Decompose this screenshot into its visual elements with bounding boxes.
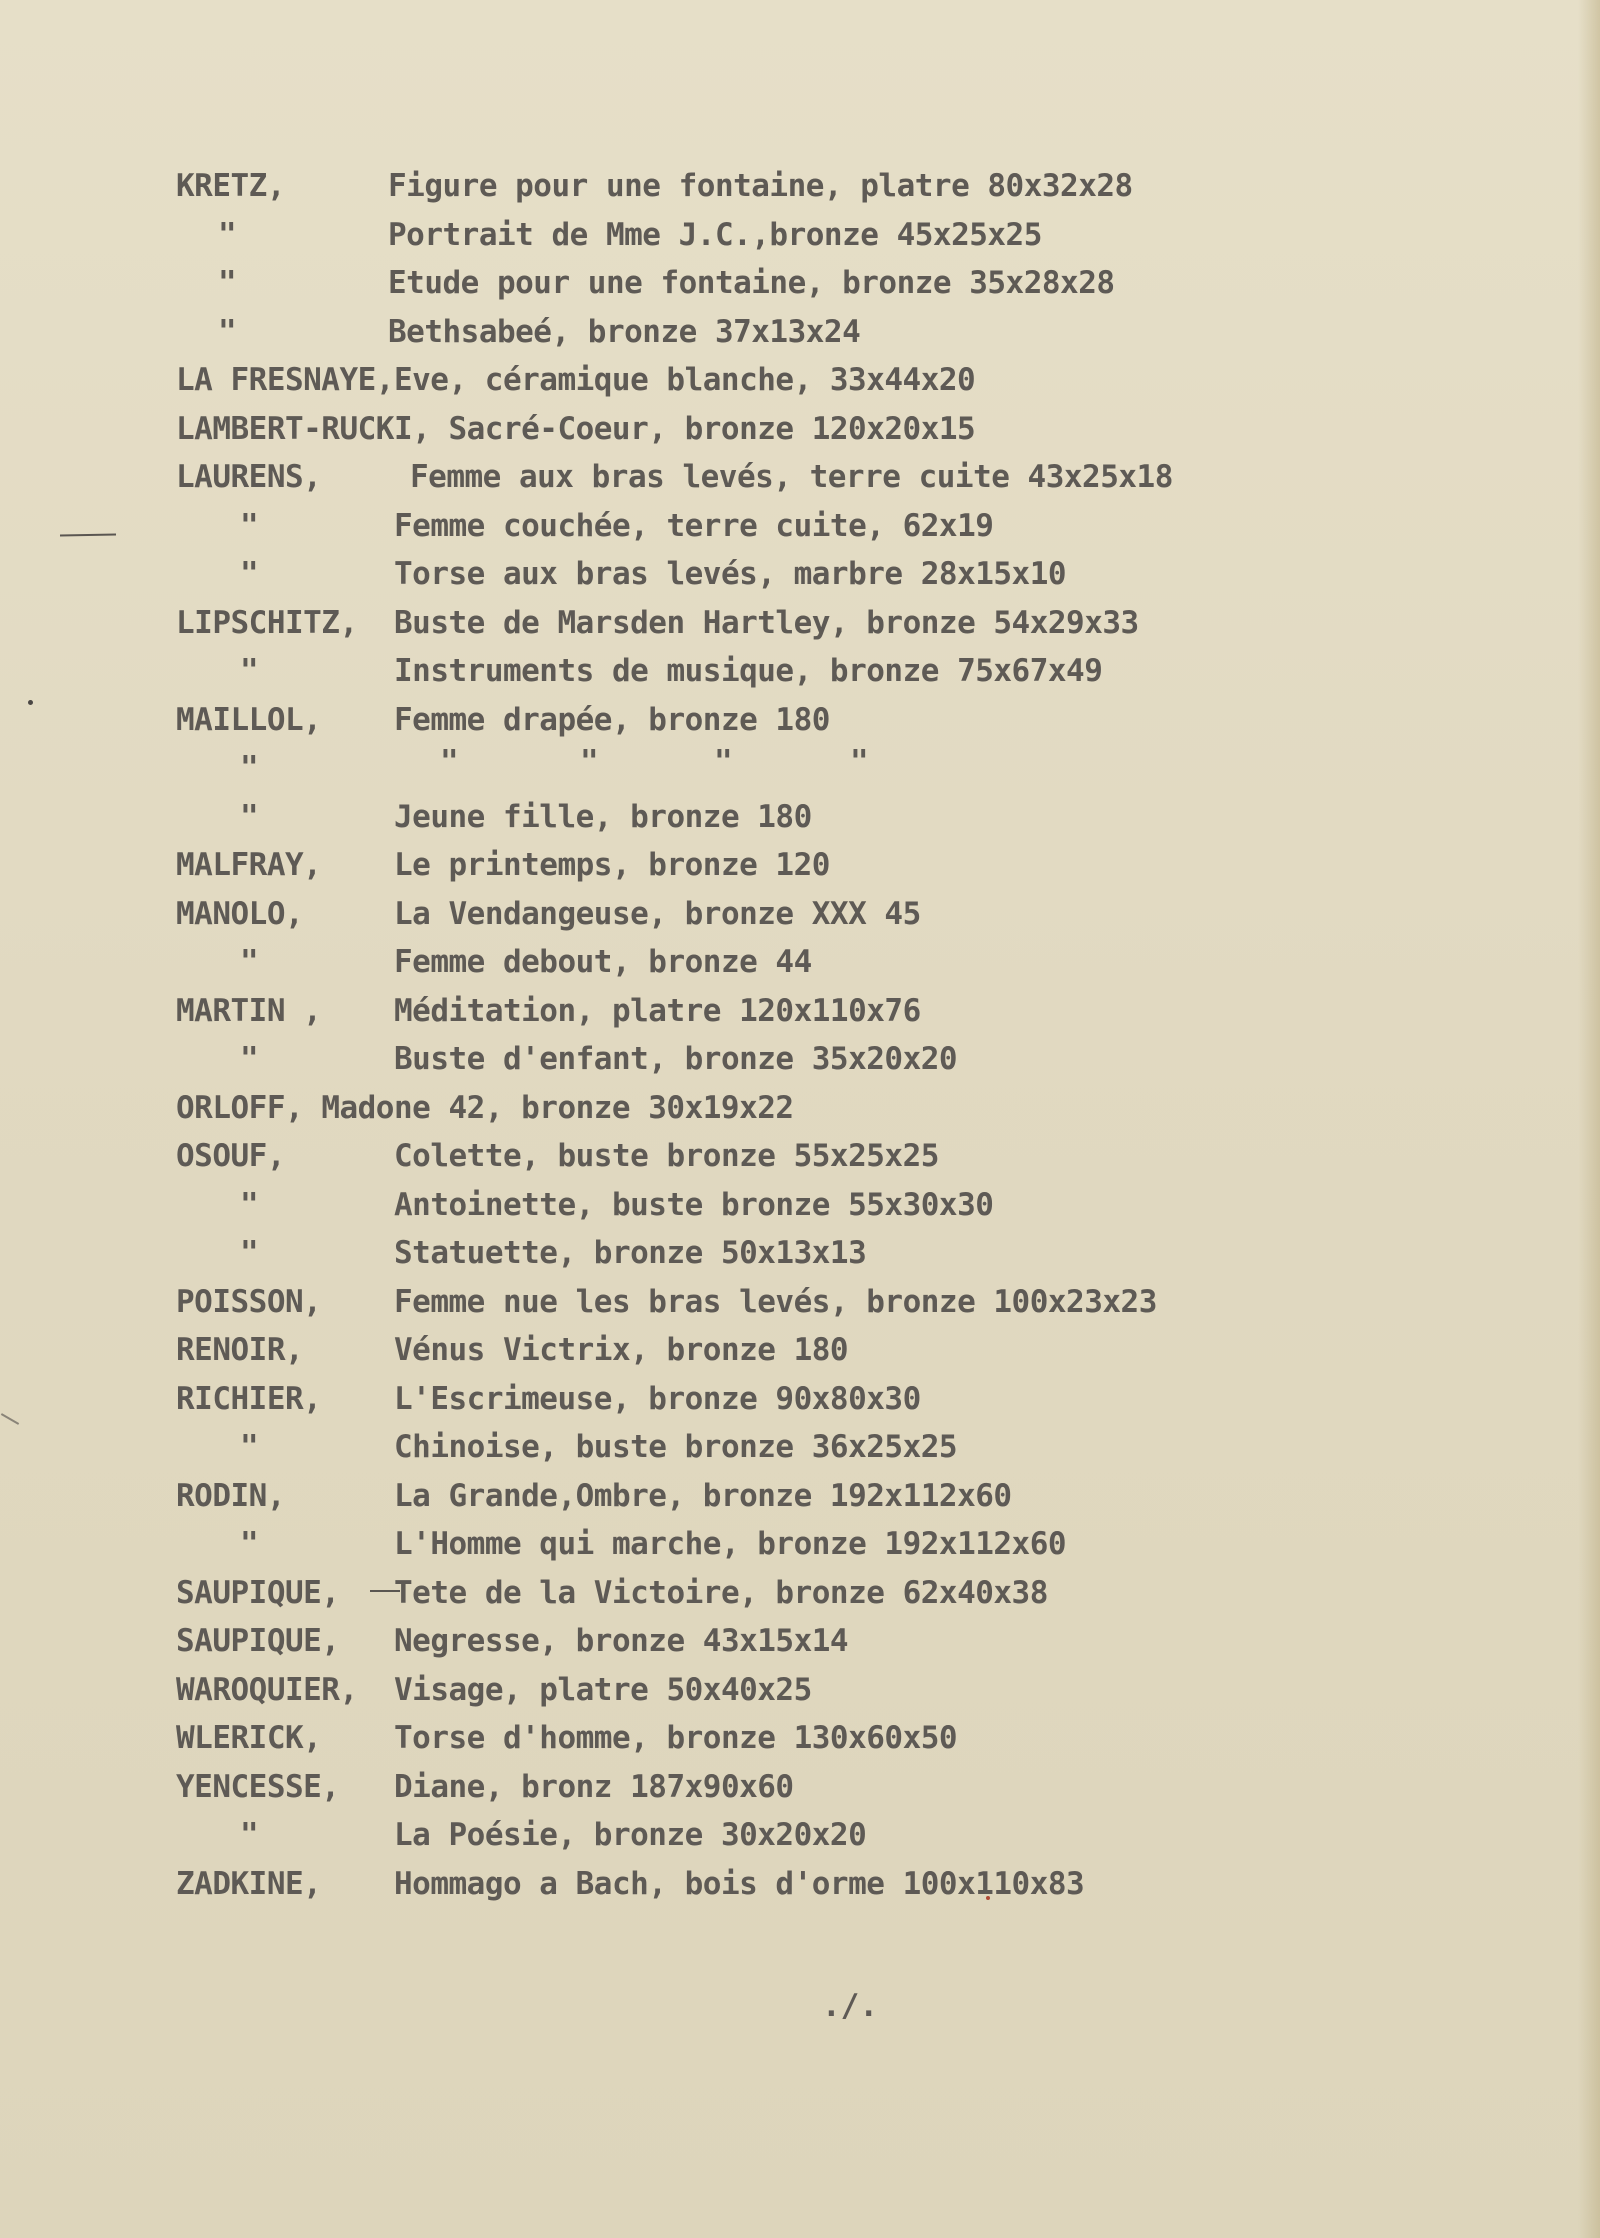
work-description: L'Escrimeuse, bronze 90x80x30 [394, 1380, 921, 1417]
artist-name: OSOUF, [176, 1138, 285, 1174]
artist-ditto-mark: " [240, 798, 259, 835]
artist-name: ZADKINE, [176, 1865, 322, 1902]
artist-name: WAROQUIER, [176, 1671, 358, 1708]
list-item [0, 1623, 1600, 1671]
artist-ditto-mark: " [240, 1429, 259, 1465]
work-description: Buste de Marsden Hartley, bronze 54x29x33 [394, 604, 1139, 641]
work-description: Femme aux bras levés, terre cuite 43x25x18 [410, 459, 1173, 495]
list-item [0, 799, 1600, 847]
list-item [0, 896, 1600, 944]
artist-ditto-mark: " [240, 653, 259, 689]
work-description: Vénus Victrix, bronze 180 [394, 1332, 849, 1368]
work-ditto-mark: " [440, 744, 459, 780]
artist-name: WLERICK, [176, 1720, 322, 1756]
list-item [0, 411, 1600, 459]
artist-name: SAUPIQUE, [176, 1623, 340, 1659]
artist-name: RODIN, [176, 1477, 285, 1514]
list-item [0, 1478, 1600, 1526]
work-description: Negresse, bronze 43x15x14 [394, 1623, 849, 1659]
artist-ditto-mark: " [240, 1526, 259, 1562]
work-description: Tete de la Victoire, bronze 62x40x38 [394, 1574, 1048, 1611]
entry-line [176, 1090, 794, 1126]
work-description: Chinoise, buste bronze 36x25x25 [394, 1429, 958, 1465]
artist-name: RICHIER, [176, 1380, 322, 1417]
list-item [0, 847, 1600, 895]
work-description: Buste d'enfant, bronze 35x20x20 [394, 1041, 958, 1077]
work-description: Méditation, platre 120x110x76 [394, 992, 921, 1029]
work-ditto-mark: " [580, 744, 599, 780]
artist-name: YENCESSE, [176, 1768, 340, 1805]
artist-ditto-mark: " [240, 556, 259, 592]
list-item [0, 702, 1600, 750]
list-item [0, 944, 1600, 992]
artist-ditto-mark: " [240, 1041, 259, 1077]
list-item [0, 1332, 1600, 1380]
work-description: Torse aux bras levés, marbre 28x15x10 [394, 556, 1067, 592]
work-description: Hommago a Bach, bois d'orme 100x110x83 [394, 1865, 1085, 1902]
work-description: Femme nue les bras levés, bronze 100x23x23 [394, 1283, 1157, 1320]
list-item [0, 605, 1600, 653]
list-item [0, 1041, 1600, 1089]
artist-name: MARTIN , [176, 992, 322, 1029]
list-item [0, 1817, 1600, 1865]
list-item [0, 1769, 1600, 1817]
artist-ditto-mark: " [240, 1235, 259, 1271]
artist-name: MAILLOL, [176, 701, 322, 738]
work-description: Diane, bronz 187x90x60 [394, 1768, 794, 1805]
work-description: Eve, céramique blanche, 33x44x20 [393, 362, 976, 398]
artist-ditto-mark: " [240, 1186, 259, 1223]
work-description: Madone 42, bronze 30x19x22 [303, 1089, 794, 1126]
list-item [0, 508, 1600, 556]
work-description: Le printemps, bronze 120 [394, 847, 830, 883]
list-item [0, 217, 1600, 265]
work-description: Visage, platre 50x40x25 [394, 1671, 812, 1708]
artist-ditto-mark: " [240, 507, 259, 544]
list-item [0, 1866, 1600, 1914]
artist-name: ORLOFF, [176, 1089, 304, 1126]
list-item [0, 168, 1600, 216]
work-description: La Poésie, bronze 30x20x20 [394, 1817, 867, 1853]
list-item [0, 459, 1600, 507]
artist-name: LA FRESNAYE, [176, 362, 394, 398]
list-item [0, 314, 1600, 362]
work-description: Etude pour une fontaine, bronze 35x28x28 [388, 265, 1115, 301]
continuation-mark: ./. [822, 1988, 878, 2024]
list-item [0, 1381, 1600, 1429]
list-item [0, 1187, 1600, 1235]
work-description: Portrait de Mme J.C.,bronze 45x25x25 [388, 216, 1042, 253]
artist-ditto-mark: " [240, 944, 259, 980]
list-item [0, 993, 1600, 1041]
work-description: Torse d'homme, bronze 130x60x50 [394, 1720, 958, 1756]
work-description: Instruments de musique, bronze 75x67x49 [394, 653, 1103, 689]
artist-name: SAUPIQUE, [176, 1574, 340, 1611]
work-ditto-mark: " [850, 744, 869, 780]
artist-ditto-mark: " [218, 216, 237, 253]
list-item [0, 1284, 1600, 1332]
artist-name: POISSON, [176, 1283, 322, 1320]
artist-name: KRETZ, [176, 168, 285, 204]
artist-name: LAMBERT-RUCKI, [176, 410, 431, 447]
work-description: Femme couchée, terre cuite, 62x19 [394, 507, 994, 544]
list-item [0, 744, 1600, 798]
list-item [0, 556, 1600, 604]
work-description: Antoinette, buste bronze 55x30x30 [394, 1186, 994, 1223]
list-item [0, 362, 1600, 410]
work-description: Femme drapée, bronze 180 [394, 701, 830, 738]
work-description: Femme debout, bronze 44 [394, 944, 812, 980]
work-description: Figure pour une fontaine, platre 80x32x28 [388, 168, 1133, 204]
list-item [0, 1575, 1600, 1623]
work-description: La Vendangeuse, bronze XXX 45 [394, 895, 921, 932]
list-item [0, 1526, 1600, 1574]
artist-name: LAURENS, [176, 459, 322, 495]
work-description: Colette, buste bronze 55x25x25 [394, 1138, 939, 1174]
work-description: Jeune fille, bronze 180 [394, 798, 812, 835]
list-item [0, 1090, 1600, 1138]
artist-name: MANOLO, [176, 895, 304, 932]
artist-ditto-mark: " [240, 1817, 259, 1853]
work-description: Bethsabeé, bronze 37x13x24 [388, 313, 861, 350]
work-description: Sacré-Coeur, bronze 120x20x15 [430, 410, 976, 447]
work-description: Statuette, bronze 50x13x13 [394, 1235, 867, 1271]
list-item [0, 1138, 1600, 1186]
list-item [0, 653, 1600, 701]
artist-ditto-mark: " [218, 265, 237, 301]
work-description: La Grande,Ombre, bronze 192x112x60 [394, 1477, 1012, 1514]
artist-name: LIPSCHITZ, [176, 604, 358, 641]
work-description: L'Homme qui marche, bronze 192x112x60 [394, 1526, 1067, 1562]
list-item [0, 1672, 1600, 1720]
entry-line [176, 411, 975, 447]
artist-ditto-mark: " [240, 750, 259, 786]
list-item [0, 1720, 1600, 1768]
list-item [0, 265, 1600, 313]
entry-line [176, 362, 975, 398]
artist-name: MALFRAY, [176, 847, 322, 883]
artist-name: RENOIR, [176, 1332, 304, 1368]
list-item [0, 1429, 1600, 1477]
artist-ditto-mark: " [218, 313, 237, 350]
work-ditto-mark: " [714, 744, 733, 780]
list-item [0, 1235, 1600, 1283]
